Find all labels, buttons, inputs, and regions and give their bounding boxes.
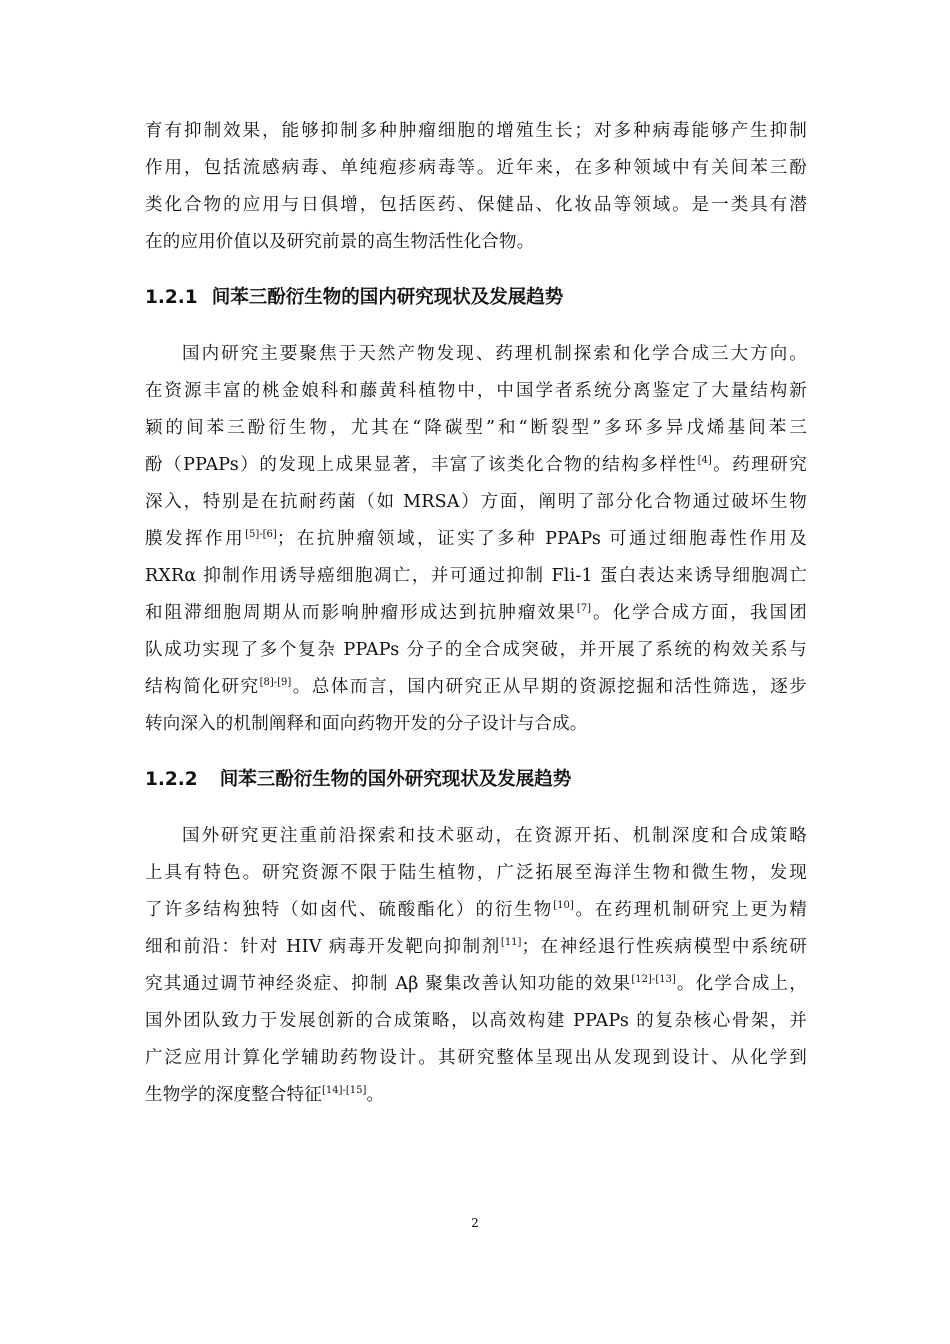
paragraph-line xyxy=(145,565,807,587)
paragraph-line: 作用，包括流感病毒、单纯疱疹病毒等。近年来，在多种领域中有关间苯三酚 xyxy=(145,158,807,178)
section-title: 间苯三酚衍生物的国外研究现状及发展趋势 xyxy=(219,769,572,790)
line-text: 转向深入的机制阐释和面向药物开发的分子设计与合成。 xyxy=(145,714,588,734)
line-text: 国外团队致力于发展创新的合成策略，以高效构建 PPAPs 的复杂核心骨架，并 xyxy=(145,1011,807,1031)
paragraph-line xyxy=(145,380,807,402)
line-text: 上具有特色。研究资源不限于陆生植物，广泛拓展至海洋生物和微生物，发现 xyxy=(145,863,807,883)
line-text: 。 xyxy=(366,1085,385,1105)
paragraph-line xyxy=(145,713,807,735)
line-text: 细和前沿：针对 HIV 病毒开发靶向抑制剂 xyxy=(145,937,501,957)
section-title: 间苯三酚衍生物的国内研究现状及发展趋势 xyxy=(211,287,564,308)
citation: [5]-[6] xyxy=(245,529,277,540)
paragraph-line xyxy=(145,936,807,958)
paragraph-line xyxy=(145,528,807,550)
citation: [4] xyxy=(697,455,712,466)
line-text: 。化学合成上， xyxy=(675,974,807,994)
paragraph-line xyxy=(145,454,807,476)
paragraph-line: 类化合物的应用与日俱增，包括医药、保健品、化妆品等领域。是一类具有潜 xyxy=(145,195,807,215)
citation: [11] xyxy=(500,937,522,948)
paragraph-line xyxy=(145,417,807,439)
line-text: 酚（PPAPs）的发现上成果显著，丰富了该类化合物的结构多样性 xyxy=(145,455,698,475)
citation: [12]-[13] xyxy=(631,974,676,985)
section-heading-1-2-1 xyxy=(145,286,563,310)
section-number: 1.2.1 xyxy=(145,287,198,308)
line-text: 广泛应用计算化学辅助药物设计。其研究整体呈现出从发现到设计、从化学到 xyxy=(145,1048,807,1068)
line-text: 。化学合成方面，我国团 xyxy=(591,603,808,623)
paragraph-line xyxy=(145,899,807,921)
citation: [10] xyxy=(553,900,574,911)
paragraph-line xyxy=(145,602,807,624)
paragraph-line xyxy=(145,1047,807,1069)
line-text: 膜发挥作用 xyxy=(145,529,246,549)
citation: [14]-[15] xyxy=(322,1085,367,1096)
line-text: 。在药理机制研究上更为精 xyxy=(573,900,807,920)
paragraph-line xyxy=(145,973,807,995)
line-text: RXRα 抑制作用诱导癌细胞凋亡，并可通过抑制 Fli-1 蛋白表达来诱导细胞凋亡 xyxy=(145,566,807,586)
paragraph-line xyxy=(145,862,807,884)
citation: [7] xyxy=(576,603,592,614)
citation: [8]-[9] xyxy=(259,677,292,688)
line-text: 国内研究主要聚焦于天然产物发现、药理机制探索和化学合成三大方向。 xyxy=(182,344,807,364)
line-text: 和阻滞细胞周期从而影响肿瘤形成达到抗肿瘤效果 xyxy=(145,603,577,623)
paragraph-line: 在的应用价值以及研究前景的高生物活性化合物。 xyxy=(145,232,535,252)
line-text: ；在神经退行性疾病模型中系统研 xyxy=(521,937,808,957)
paragraph-line xyxy=(145,676,807,698)
paragraph-line xyxy=(182,343,807,365)
paragraph-line xyxy=(145,1010,807,1032)
line-text: 。药理研究 xyxy=(711,455,807,475)
line-text: 生物学的深度整合特征 xyxy=(145,1085,322,1105)
line-text: 究其通过调节神经炎症、抑制 Aβ 聚集改善认知功能的效果 xyxy=(145,974,632,994)
line-text: ；在抗肿瘤领域，证实了多种 PPAPs 可通过细胞毒性作用及 xyxy=(276,529,807,549)
line-text: 深入，特别是在抗耐药菌（如 MRSA）方面，阐明了部分化合物通过破坏生物 xyxy=(145,492,807,512)
paragraph-line xyxy=(145,491,807,513)
line-text: 在资源丰富的桃金娘科和藤黄科植物中，中国学者系统分离鉴定了大量结构新 xyxy=(145,381,807,401)
paragraph-line xyxy=(145,639,807,661)
paragraph-line xyxy=(145,1084,807,1106)
page-number: 2 xyxy=(471,1216,479,1230)
line-text: 国外研究更注重前沿探索和技术驱动，在资源开拓、机制深度和合成策略 xyxy=(182,826,807,846)
section-number: 1.2.2 xyxy=(145,769,198,790)
line-text: 了许多结构独特（如卤代、硫酸酯化）的衍生物 xyxy=(145,900,554,920)
line-text: 结构简化研究 xyxy=(145,677,260,697)
line-text: 颖的间苯三酚衍生物，尤其在“降碳型”和“断裂型”多环多异戊烯基间苯三 xyxy=(145,418,807,438)
section-heading-1-2-2 xyxy=(145,768,571,792)
paragraph-line xyxy=(182,825,807,847)
line-text: 。总体而言，国内研究正从早期的资源挖掘和活性筛选，逐步 xyxy=(291,677,808,697)
paragraph-line: 育有抑制效果，能够抑制多种肿瘤细胞的增殖生长；对多种病毒能够产生抑制 xyxy=(145,121,807,141)
line-text: 队成功实现了多个复杂 PPAPs 分子的全合成突破，并开展了系统的构效关系与 xyxy=(145,640,807,660)
